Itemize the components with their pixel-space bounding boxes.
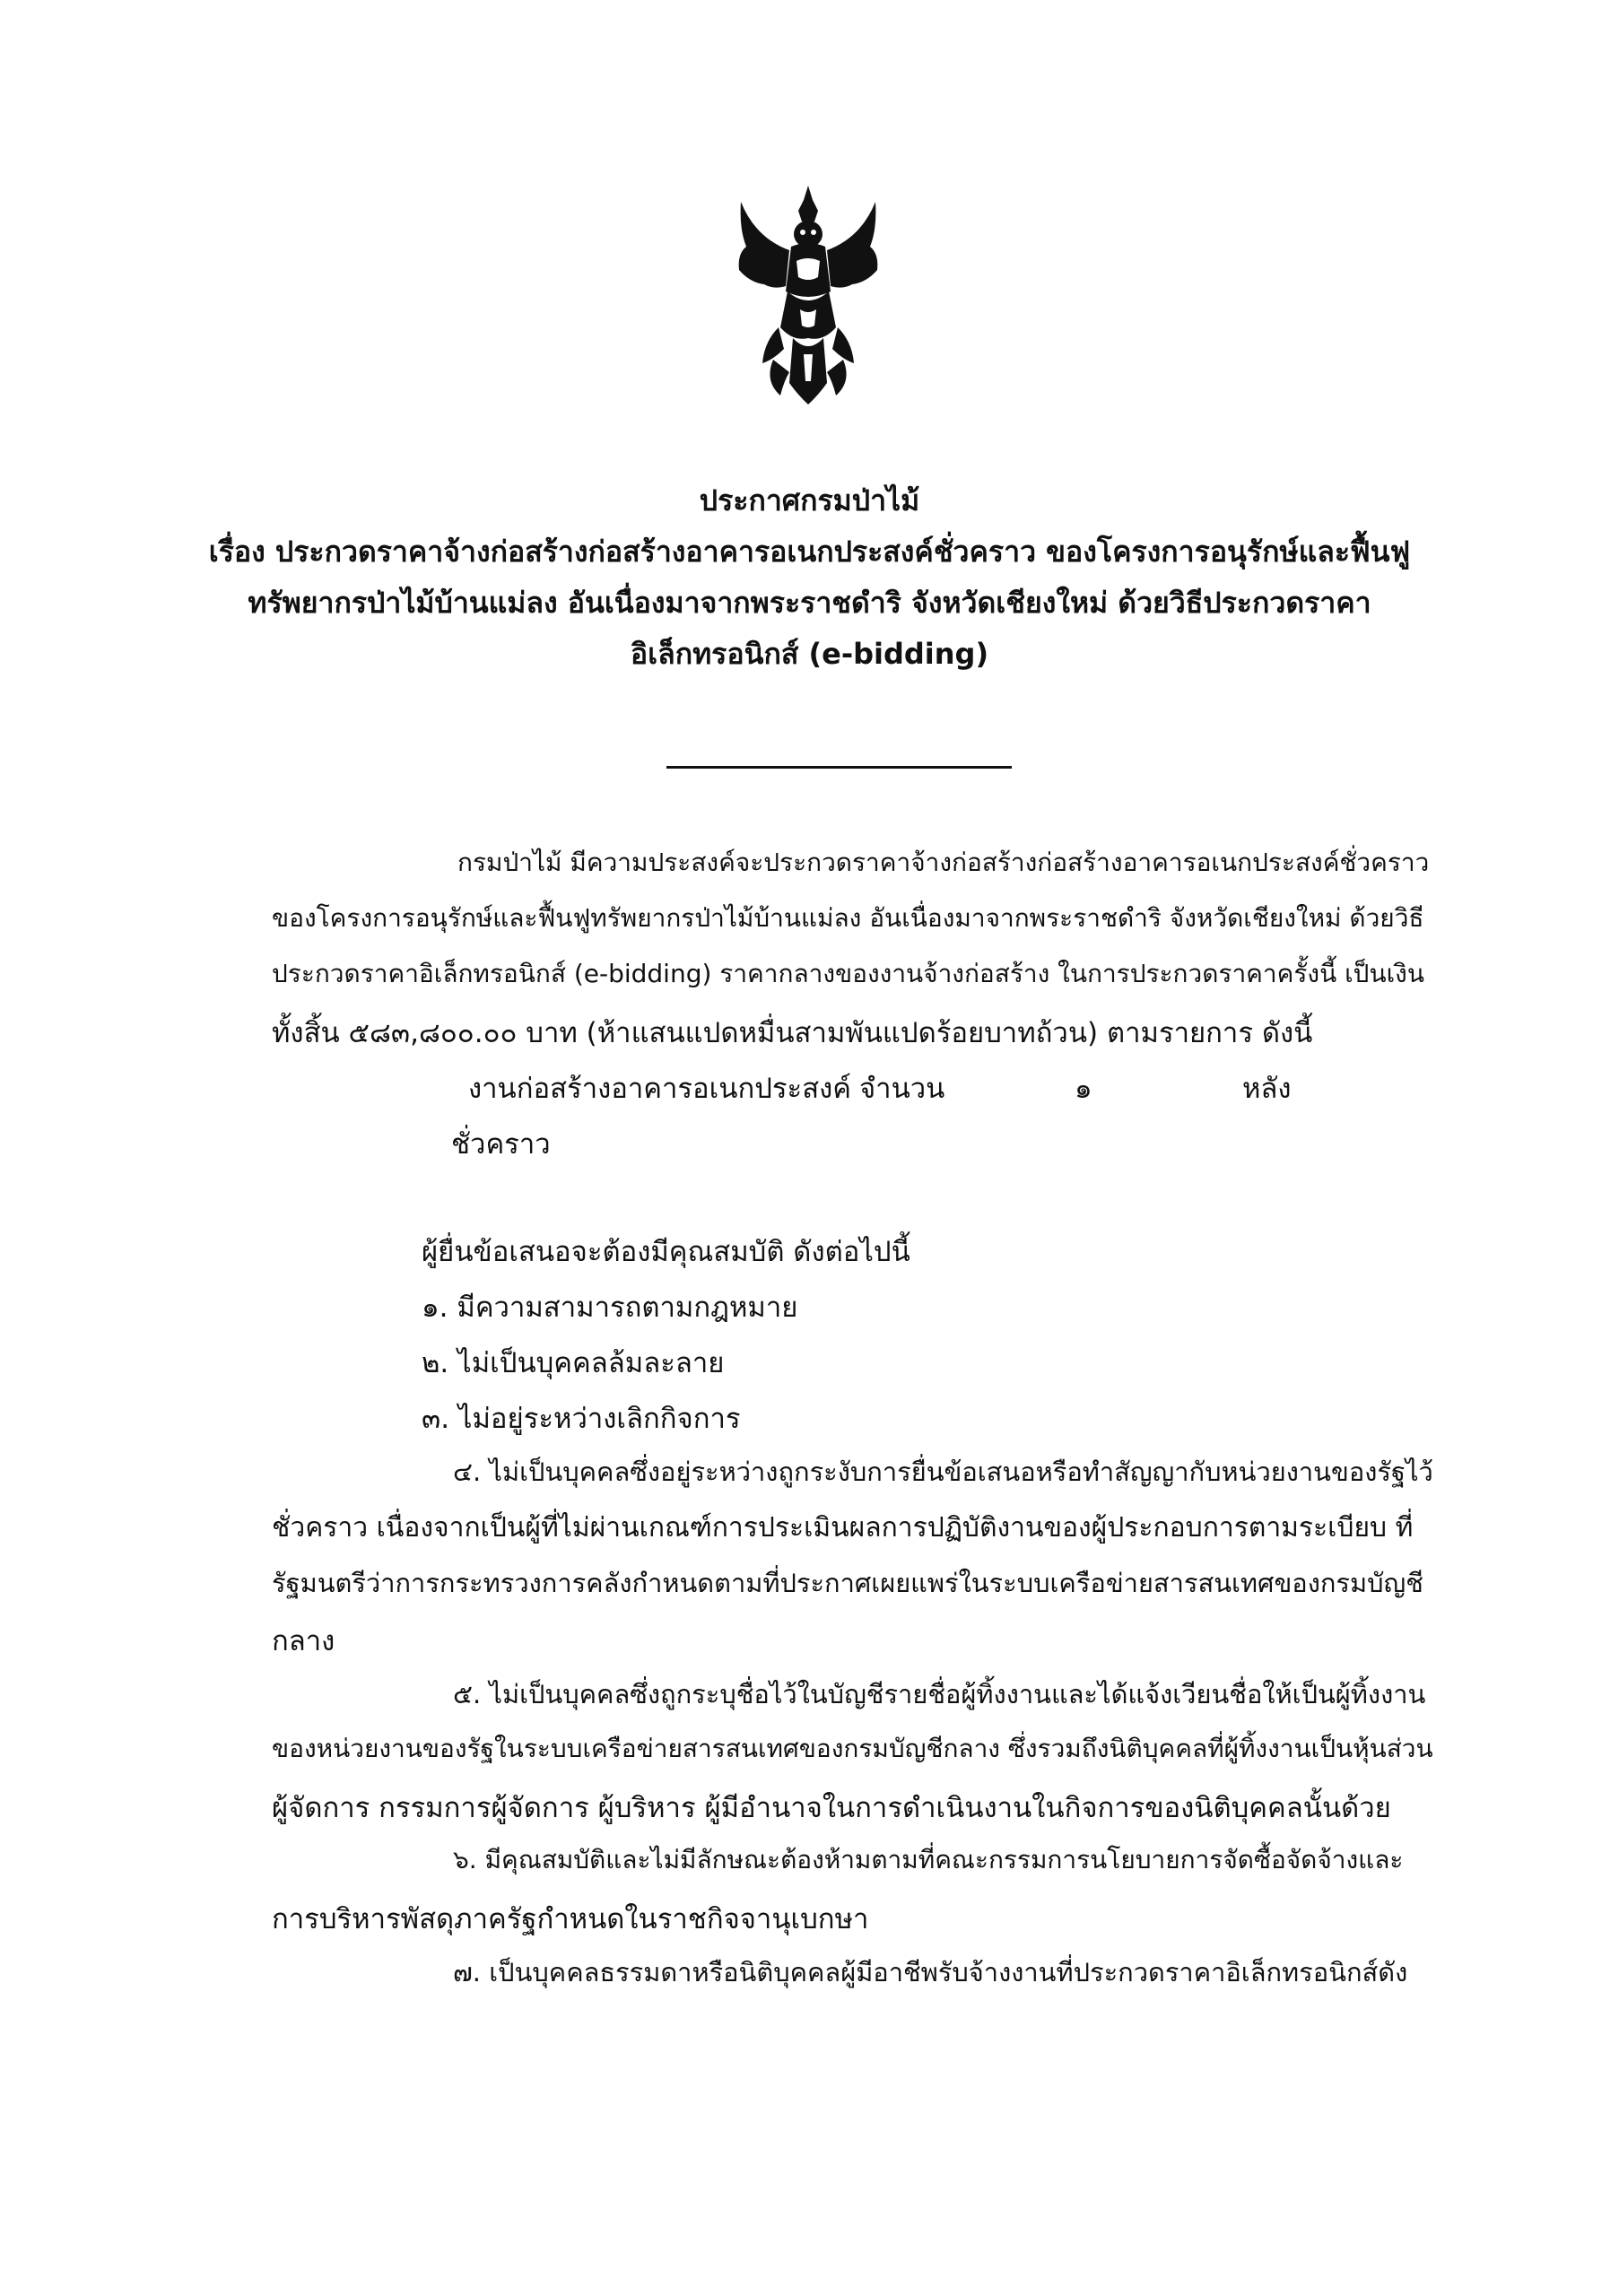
intro-line-3: ประกวดราคาอิเล็กทรอนิกส์ (e-bidding) ราคากลางของงานจ้างก่อสร้าง ในการประกวดราคาครั้งนี้ เป็นเงิน	[272, 959, 1424, 988]
qualification-5-line-1: ๕. ไม่เป็นบุคคลซึ่งถูกระบุชื่อไว้ในบัญชีรายชื่อผู้ทิ้งงานและได้แจ้งเวียนชื่อให้เป็นผู้ทิ้งงาน	[453, 1679, 1426, 1709]
item-qty-label: จำนวน	[859, 1073, 945, 1105]
item-qty: ๑	[1075, 1073, 1092, 1105]
heading-divider	[666, 766, 1012, 769]
item-unit: หลัง	[1242, 1073, 1292, 1105]
qualification-6-line-1: ๖. มีคุณสมบัติและไม่มีลักษณะต้องห้ามตามที่คณะกรรมการนโยบายการจัดซื้อจัดจ้างและ	[453, 1845, 1404, 1874]
intro-line-1: กรมป่าไม้ มีความประสงค์จะประกวดราคาจ้างก่อสร้างก่อสร้างอาคารอเนกประสงค์ชั่วคราว	[457, 848, 1430, 877]
qualification-7-line-1: ๗. เป็นบุคคลธรรมดาหรือนิติบุคคลผู้มีอาชีพรับจ้างงานที่ประกวดราคาอิเล็กทรอนิกส์ดัง	[453, 1957, 1408, 1987]
qualification-5-line-3: ผู้จัดการ กรรมการผู้จัดการ ผู้บริหาร ผู้มีอำนาจในการดำเนินงานในกิจการของนิติบุคคลนั้นด้วย	[272, 1792, 1391, 1824]
qualification-4-line-1: ๔. ไม่เป็นบุคคลซึ่งอยู่ระหว่างถูกระงับการยื่นข้อเสนอหรือทำสัญญากับหน่วยงานของรัฐไว้	[453, 1457, 1433, 1487]
qualification-4-line-3: รัฐมนตรีว่าการกระทรวงการคลังกำหนดตามที่ประกาศเผยแพร่ในระบบเครือข่ายสารสนเทศของกรมบัญชี	[272, 1568, 1423, 1598]
intro-line-2: ของโครงการอนุรักษ์และฟื้นฟูทรัพยากรป่าไม้บ้านแม่ลง อันเนื่องมาจากพระราชดำริ จังหวัดเชียงใหม่ ด้วยวิธี	[272, 903, 1424, 933]
qualifications-intro: ผู้ยื่นข้อเสนอจะต้องมีคุณสมบัติ ดังต่อไปนี้	[422, 1236, 910, 1268]
qualification-4-line-4: กลาง	[272, 1625, 335, 1657]
qualification-3: ๓. ไม่อยู่ระหว่างเลิกกิจการ	[422, 1403, 741, 1435]
qualification-5-line-2: ของหน่วยงานของรัฐในระบบเครือข่ายสารสนเทศของกรมบัญชีกลาง ซึ่งรวมถึงนิติบุคคลที่ผู้ทิ้งงานเป็นหุ้นส่วน	[272, 1734, 1433, 1763]
qualification-6-line-2: การบริหารพัสดุภาครัฐกำหนดในราชกิจจานุเบกษา	[272, 1903, 869, 1935]
item-name-continued: ชั่วคราว	[451, 1128, 551, 1161]
announcement-heading	[179, 475, 1440, 680]
qualification-1: ๑. มีความสามารถตามกฎหมาย	[422, 1292, 798, 1324]
intro-line-4: ทั้งสิ้น ๕๘๓,๘๐๐.๐๐ บาท (ห้าแสนแปดหมื่นสามพันแปดร้อยบาทถ้วน) ตามรายการ ดังนี้	[272, 1017, 1313, 1049]
item-name: งานก่อสร้างอาคารอเนกประสงค์	[468, 1073, 852, 1105]
heading-subject-line-2: ทรัพยากรป่าไม้บ้านแม่ลง อันเนื่องมาจากพระราชดำริ จังหวัดเชียงใหม่ ด้วยวิธีประกวดราคา	[248, 586, 1371, 620]
heading-subject-line-3: อิเล็กทรอนิกส์ (e-bidding)	[630, 637, 989, 671]
heading-agency: ประกาศกรมป่าไม้	[699, 483, 920, 517]
qualification-2: ๒. ไม่เป็นบุคคลล้มละลาย	[422, 1347, 725, 1379]
heading-subject-line-1: เรื่อง ประกวดราคาจ้างก่อสร้างก่อสร้างอาคารอเนกประสงค์ชั่วคราว ของโครงการอนุรักษ์และฟื้นฟู	[208, 535, 1411, 569]
garuda-emblem-icon	[737, 184, 879, 408]
qualification-4-line-2: ชั่วคราว เนื่องจากเป็นผู้ที่ไม่ผ่านเกณฑ์การประเมินผลการปฏิบัติงานของผู้ประกอบการตามระเบียบ ที่	[272, 1512, 1414, 1544]
